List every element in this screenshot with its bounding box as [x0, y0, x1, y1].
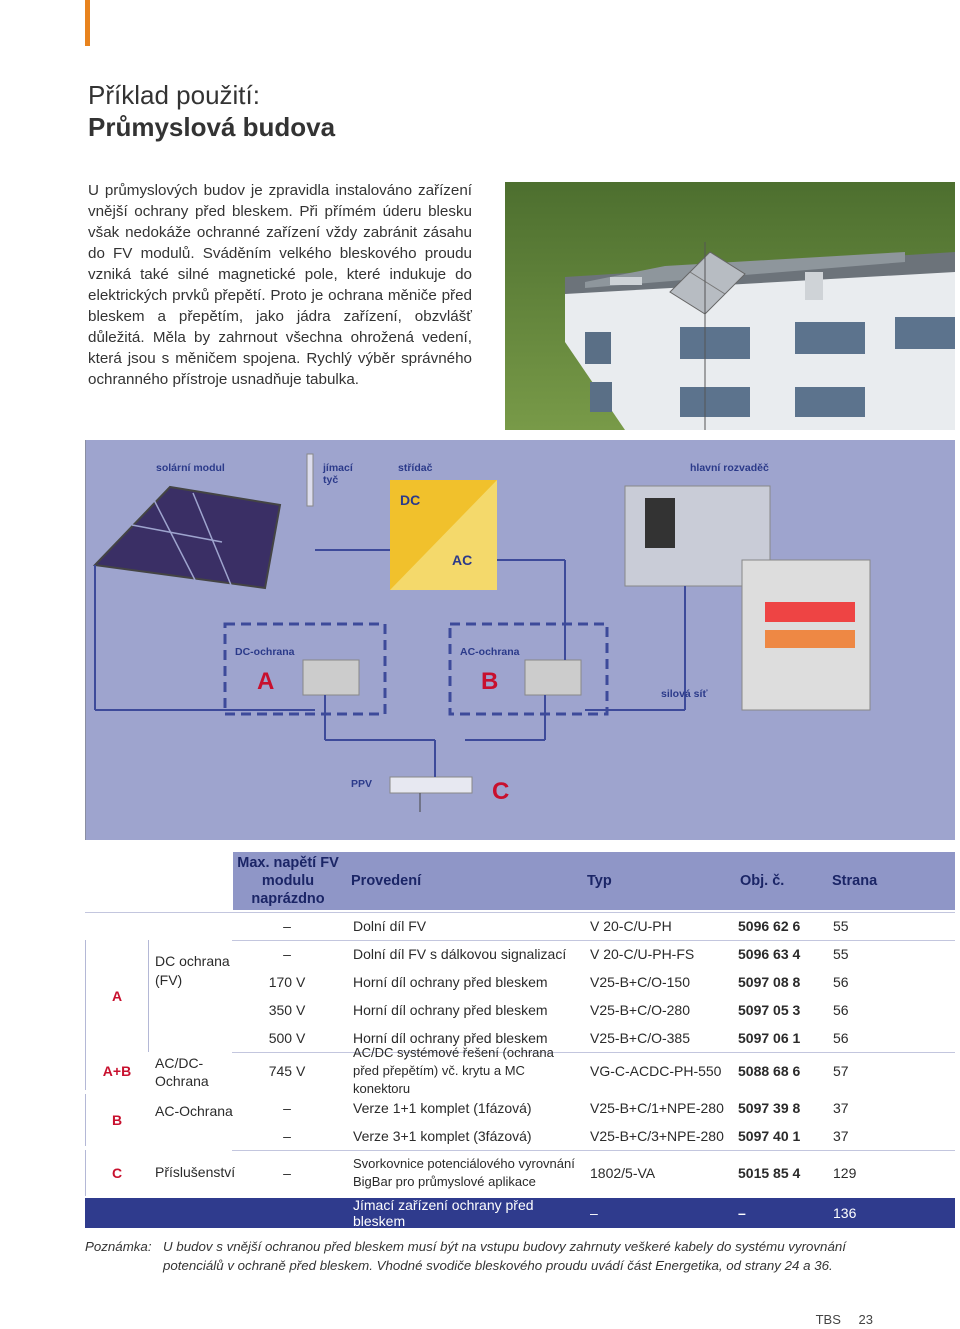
header-voltage: Max. napětí FV modulu naprázdno — [233, 852, 343, 910]
table-cell-d: Dolní díl FV — [353, 918, 427, 934]
footnote-label: Poznámka: — [85, 1239, 152, 1254]
table-row — [232, 1150, 955, 1196]
footer-page-number: 23 — [858, 1312, 873, 1327]
table-cell-t: – — [590, 1205, 598, 1221]
label-main-board: hlavní rozvaděč — [690, 462, 769, 474]
label-lightning-rod-1: jímací — [323, 462, 353, 474]
table-header-row — [85, 852, 955, 910]
table-cell-d: Jímací zařízení ochrany před bleskem — [353, 1197, 534, 1229]
table-cell-d: Horní díl ochrany před bleskem — [353, 974, 548, 990]
group-name-c: Příslušenství — [155, 1164, 236, 1180]
table-cell-v: 500 V — [268, 1030, 306, 1046]
table-cell-v: – — [283, 946, 291, 962]
table-row — [232, 1045, 955, 1096]
table-cell-p: 55 — [833, 946, 849, 962]
table-cell-v — [232, 1198, 342, 1228]
table-cell-t: V25-B+C/O-280 — [590, 1002, 690, 1018]
label-dc-protection: DC-ochrana — [235, 646, 295, 658]
table-cell-o: 5097 08 8 — [738, 974, 801, 990]
table-cell-p: 57 — [833, 1063, 849, 1079]
diagram-graphics — [85, 440, 955, 840]
table-cell-t: V 20-C/U-PH — [590, 918, 672, 934]
table-cell-v: – — [283, 1165, 291, 1181]
table-cell-o: 5097 40 1 — [738, 1128, 801, 1144]
table-row — [232, 1122, 955, 1151]
table-cell-d: Horní díl ochrany před bleskem — [353, 1002, 548, 1018]
header-design: Provedení — [343, 852, 579, 910]
footer-brand: TBS — [815, 1312, 841, 1327]
table-row — [232, 940, 955, 968]
footnote — [85, 1237, 955, 1275]
group-name-a: DC ochrana (FV) — [155, 953, 230, 988]
table-cell-p: 129 — [833, 1165, 857, 1181]
footnote-text: U budov s vnější ochranou před bleskem musí být na vstupu budovy zahrnuty veškeré kabely do systému vyrovnání potenciálů v ochraně před bleskem. Vhodné svodiče bleskového proudu uvádí část Energetika, od strany 24 a 36. — [163, 1239, 846, 1273]
table-cell-o: 5096 63 4 — [738, 946, 801, 962]
table-cell-p: 37 — [833, 1100, 849, 1116]
table-cell-p: 56 — [833, 1030, 849, 1046]
label-dc: DC — [400, 492, 421, 508]
table-cell-t: V 20-C/U-PH-FS — [590, 946, 695, 962]
table-cell-v: 745 V — [268, 1063, 306, 1079]
label-ac-protection: AC-ochrana — [460, 646, 520, 658]
label-ac: AC — [452, 552, 473, 568]
accent-bar — [85, 0, 90, 46]
table-row — [232, 996, 955, 1024]
table-cell-v: – — [283, 1100, 291, 1116]
table-cell-v: – — [283, 918, 291, 934]
table-row — [232, 1024, 955, 1053]
table-cell-p: 56 — [833, 1002, 849, 1018]
label-grid: silová síť — [661, 688, 708, 700]
page-title-line2: Průmyslová budova — [88, 112, 336, 142]
group-name-ab: AC/DC-Ochrana — [155, 1055, 209, 1089]
table-cell-o: 5097 05 3 — [738, 1002, 801, 1018]
table-cell-o: 5015 85 4 — [738, 1165, 801, 1181]
page-footer — [816, 1312, 873, 1327]
table-cell-o: 5096 62 6 — [738, 918, 801, 934]
table-cell-p: 37 — [833, 1128, 849, 1144]
letter-a: A — [257, 668, 275, 695]
letter-c: C — [492, 778, 510, 805]
letter-b: B — [481, 668, 499, 695]
label-ppv: PPV — [351, 778, 373, 790]
table-cell-d: Verze 3+1 komplet (3fázová) — [353, 1128, 532, 1144]
table-row — [232, 1094, 955, 1122]
table-row — [232, 912, 955, 941]
table-cell-v: 170 V — [268, 974, 306, 990]
table-cell-p: 56 — [833, 974, 849, 990]
table-cell-o: 5097 06 1 — [738, 1030, 801, 1046]
table-cell-v: – — [283, 1128, 291, 1144]
table-cell-o: 5088 68 6 — [738, 1063, 801, 1079]
table-cell-o: – — [738, 1205, 746, 1221]
wiring-diagram — [85, 440, 955, 840]
table-cell-p: 136 — [833, 1205, 857, 1221]
table-cell-p: 55 — [833, 918, 849, 934]
table-cell-d: Dolní díl FV s dálkovou signalizací — [353, 946, 567, 962]
label-lightning-rod-2: tyč — [323, 474, 339, 486]
page-title-line1: Příklad použití: — [88, 80, 260, 110]
table-cell-t: V25-B+C/O-150 — [590, 974, 690, 990]
group-cat-c: C — [85, 1150, 148, 1196]
table-cell-o: 5097 39 8 — [738, 1100, 801, 1116]
group-cat-b: B — [85, 1094, 148, 1146]
label-inverter: střídač — [398, 462, 433, 474]
intro-paragraph: U průmyslových budov je zpravidla instalováno zařízení vnější ochrany před bleskem. Při přímém úderu blesku však nedokáže ochranné zařízení vždy zabránit zásahu do FV modulů. Sváděním velkého bleskového proudu vzniká také silné magnetické pole, které indukuje do elektrických prvků přepětí. Proto je ochrana měniče před bleskem a přepětím, jako jádra zařízení, obzvlášť důležitá. Měla by zahrnout všechna ohrožená vedení, která jsou s měničem spojena. Rychlý výběr správného ochranného přístroje usnadňuje tabulka. — [88, 182, 472, 388]
header-page: Strana — [822, 852, 955, 910]
table-cell-d: Verze 1+1 komplet (1fázová) — [353, 1100, 532, 1116]
table-cell-t: V25-B+C/1+NPE-280 — [590, 1100, 724, 1116]
label-solar-module: solární modul — [156, 462, 225, 474]
table-cell-d: Svorkovnice potenciálového vyrovnání BigBar pro průmyslové aplikace — [353, 1156, 575, 1189]
header-type: Typ — [579, 852, 730, 910]
building-photo — [505, 182, 955, 430]
table-cell-t: V25-B+C/O-385 — [590, 1030, 690, 1046]
table-cell-t: 1802/5-VA — [590, 1165, 656, 1181]
table-cell-d: Horní díl ochrany před bleskem — [353, 1030, 548, 1046]
table-row — [232, 968, 955, 996]
header-order: Obj. č. — [730, 852, 822, 910]
group-cat-ab: A+B — [85, 1052, 148, 1090]
table-cell-t: V25-B+C/3+NPE-280 — [590, 1128, 724, 1144]
group-name-b: AC-Ochrana — [155, 1103, 233, 1119]
table-cell-v: 350 V — [268, 1002, 306, 1018]
table-cell-d: AC/DC systémové řešení (ochrana před přepětím) vč. krytu a MC konektoru — [353, 1045, 554, 1096]
table-row — [85, 1198, 955, 1228]
table-cell-t: VG-C-ACDC-PH-550 — [590, 1063, 722, 1079]
group-cat-a: A — [85, 940, 149, 1052]
